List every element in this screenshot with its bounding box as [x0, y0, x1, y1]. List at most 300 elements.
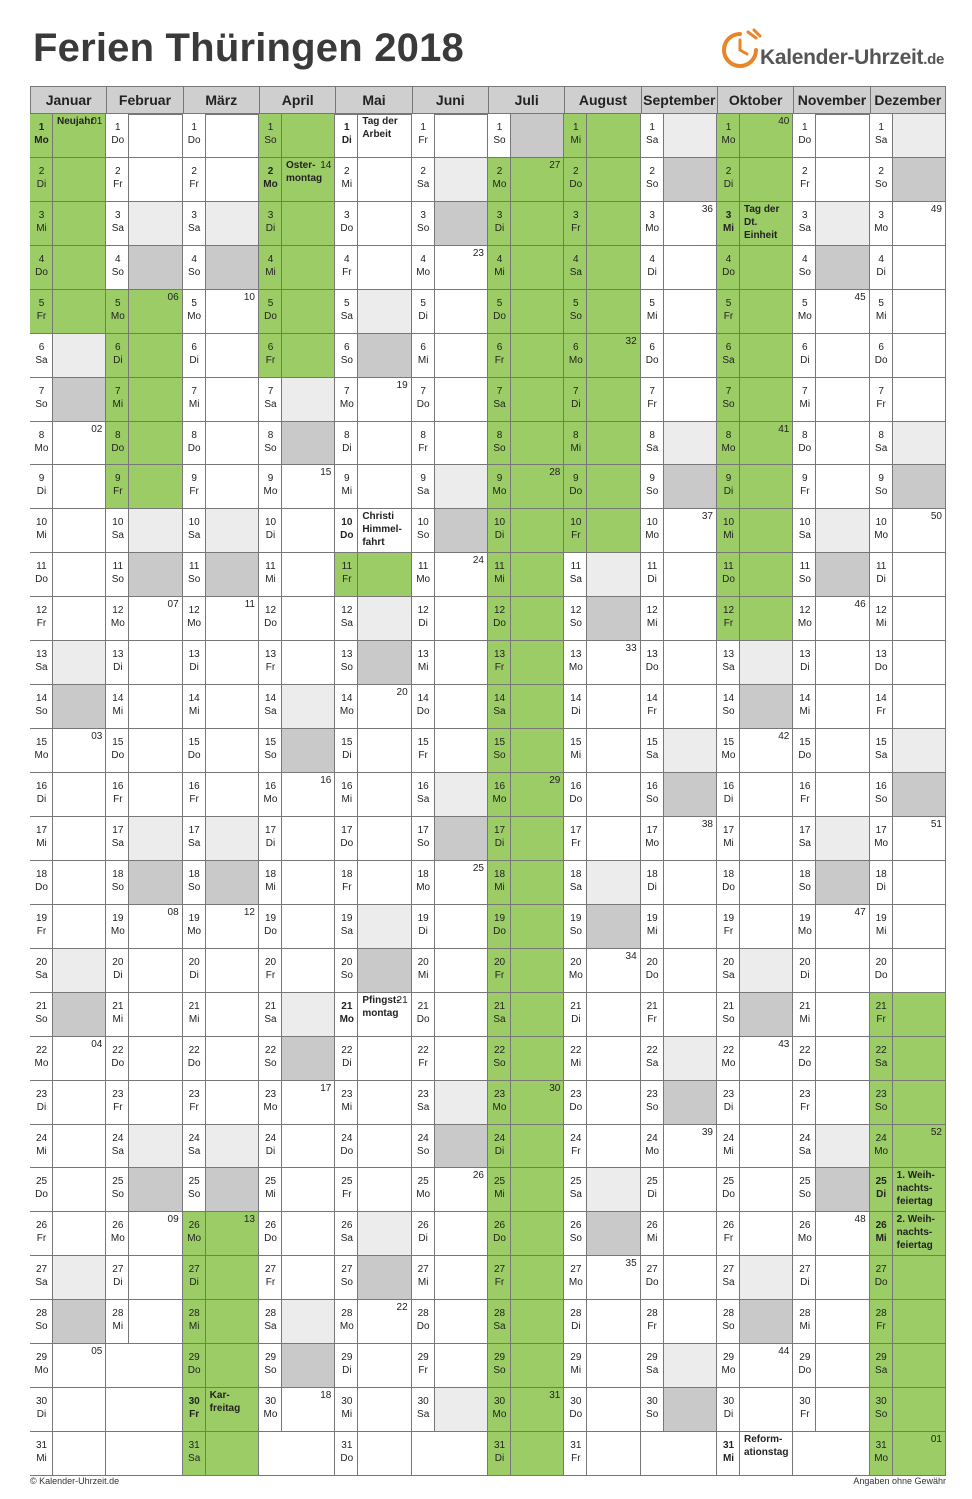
day-label: [412, 465, 435, 508]
day-cell: [183, 949, 259, 993]
weekday-abbr: So: [722, 398, 735, 410]
day-number: 12: [35, 605, 48, 617]
day-label: [412, 1212, 435, 1255]
day-cell: [106, 290, 182, 334]
day-cell: [259, 993, 335, 1037]
day-cell: [259, 114, 335, 158]
weekday-abbr: So: [264, 135, 277, 146]
day-cell: [106, 378, 182, 422]
week-number: 23: [472, 247, 484, 259]
day-label: [488, 641, 511, 684]
day-cell: [717, 1212, 793, 1256]
week-number: 31: [549, 1390, 561, 1402]
day-label: [106, 1212, 129, 1255]
day-label: [412, 773, 435, 816]
day-cell: [30, 949, 106, 993]
day-cell: [335, 1388, 411, 1432]
weekday-abbr: Fr: [189, 1409, 200, 1421]
day-label: [183, 114, 206, 157]
day-cell: [335, 1081, 411, 1125]
day-number: 4: [38, 253, 45, 265]
day-cell: [717, 334, 793, 378]
weekday-abbr: Do: [798, 750, 812, 762]
day-label: [335, 1212, 358, 1255]
day-number: 28: [646, 1308, 658, 1320]
day-number: 30: [722, 1396, 735, 1408]
day-number: 21: [264, 1000, 277, 1012]
day-number: 10: [493, 517, 506, 529]
weekday-abbr: Mo: [492, 794, 507, 806]
day-label: [717, 1300, 740, 1343]
day-number: 27: [875, 1264, 887, 1276]
weekday-abbr: Mo: [263, 178, 278, 190]
weekday-abbr: Do: [187, 442, 201, 454]
month-header: August: [564, 86, 641, 114]
day-number: 9: [191, 473, 197, 485]
day-number: 8: [344, 429, 350, 441]
day-label: [183, 773, 206, 816]
weekday-abbr: Mi: [723, 530, 734, 542]
day-label: [870, 422, 893, 465]
day-label: [335, 290, 358, 333]
day-cell: [793, 202, 869, 246]
day-label: [30, 114, 53, 157]
day-label: [106, 465, 129, 508]
weekday-abbr: Mi: [570, 750, 582, 762]
day-number: 11: [723, 561, 734, 573]
empty-day-cell: [106, 1432, 182, 1476]
day-label: [106, 641, 129, 684]
day-number: 2: [38, 165, 45, 177]
day-number: 23: [799, 1088, 811, 1100]
day-cell: [30, 465, 106, 509]
weekday-abbr: Do: [493, 310, 506, 322]
day-label: [717, 905, 740, 948]
day-label: [412, 1344, 435, 1387]
day-cell: [106, 597, 182, 641]
day-label: [564, 158, 587, 201]
day-number: 6: [649, 341, 655, 353]
day-number: 31: [875, 1440, 887, 1452]
day-cell: [488, 1432, 564, 1476]
day-number: 8: [38, 429, 45, 441]
day-cell: [870, 1256, 946, 1300]
day-label: [870, 1388, 893, 1431]
day-number: 21: [35, 1000, 48, 1012]
day-cell: [793, 114, 869, 158]
day-number: 3: [344, 209, 350, 221]
day-cell: [870, 158, 946, 202]
weekday-abbr: Mi: [188, 706, 200, 718]
day-label: [183, 1388, 206, 1431]
weekday-abbr: Mi: [646, 310, 658, 322]
day-cell: [106, 246, 182, 290]
day-number: 25: [188, 1176, 200, 1188]
day-cell: [488, 1125, 564, 1169]
day-number: 30: [646, 1396, 658, 1408]
day-number: 8: [267, 429, 274, 441]
weekday-abbr: So: [875, 486, 888, 498]
day-number: 21: [570, 1000, 582, 1012]
weekday-abbr: Fr: [723, 1233, 734, 1245]
day-cell: [183, 334, 259, 378]
day-label: [564, 202, 587, 245]
day-label: [30, 1168, 53, 1211]
day-number: 2: [573, 165, 579, 177]
weekday-abbr: Sa: [569, 574, 582, 586]
day-number: 9: [115, 473, 121, 485]
day-number: 4: [725, 253, 732, 265]
day-cell: [106, 861, 182, 905]
day-label: [870, 553, 893, 596]
day-number: 6: [573, 341, 579, 353]
day-cell: [183, 378, 259, 422]
day-number: 6: [725, 341, 732, 353]
weekday-abbr: Mi: [799, 1013, 811, 1025]
day-cell: [183, 1432, 259, 1476]
day-number: 24: [493, 1132, 506, 1144]
day-cell: [30, 1168, 106, 1212]
weekday-abbr: Mo: [645, 1145, 660, 1157]
weekday-abbr: Fr: [494, 1277, 505, 1289]
day-number: 12: [417, 605, 429, 617]
weekday-abbr: Mo: [797, 618, 812, 630]
day-number: 25: [264, 1176, 277, 1188]
day-number: 10: [646, 517, 658, 529]
weekday-abbr: So: [188, 881, 201, 893]
week-number: 38: [701, 818, 713, 830]
weekday-abbr: Di: [342, 750, 352, 762]
day-cell: [259, 685, 335, 729]
day-cell: [259, 1168, 335, 1212]
day-number: 16: [417, 781, 429, 793]
weekday-abbr: Sa: [340, 925, 353, 937]
weekday-abbr: Mo: [110, 310, 125, 322]
day-number: 9: [420, 473, 426, 485]
weekday-abbr: So: [264, 1057, 277, 1069]
day-label: [183, 246, 206, 289]
day-number: 28: [570, 1308, 582, 1320]
day-label: [564, 685, 587, 728]
day-label: [793, 1344, 816, 1387]
weekday-abbr: So: [493, 135, 506, 146]
weekday-abbr: Mo: [721, 750, 736, 762]
day-number: 28: [264, 1308, 277, 1320]
day-label: [106, 422, 129, 465]
day-cell: [870, 1125, 946, 1169]
day-label: [335, 1168, 358, 1211]
weekday-abbr: Do: [340, 222, 354, 234]
day-label: [183, 1344, 206, 1387]
month-header: März: [183, 86, 260, 114]
day-cell: [488, 685, 564, 729]
day-number: 23: [188, 1088, 200, 1100]
weekday-abbr: So: [417, 530, 430, 542]
day-cell: [106, 905, 182, 949]
weekday-abbr: Sa: [798, 222, 811, 234]
day-cell: [793, 1037, 869, 1081]
weekday-abbr: Mi: [570, 135, 582, 146]
day-label: [641, 465, 664, 508]
day-cell: [870, 334, 946, 378]
day-label: [30, 290, 53, 333]
day-cell: [183, 685, 259, 729]
weekday-abbr: Mo: [110, 925, 125, 937]
logo[interactable]: [718, 24, 958, 74]
day-label: [259, 773, 282, 816]
day-number: 14: [570, 693, 582, 705]
weekday-abbr: Mi: [188, 1013, 200, 1025]
week-number: 42: [778, 731, 790, 743]
day-label: [30, 378, 53, 421]
weekday-abbr: Di: [571, 1013, 581, 1025]
day-cell: [870, 1300, 946, 1344]
day-number: 17: [341, 824, 353, 836]
day-number: 4: [573, 253, 579, 265]
weekday-abbr: So: [264, 750, 277, 762]
logo-text: [760, 46, 944, 70]
day-cell: [183, 1388, 259, 1432]
day-label: [717, 1081, 740, 1124]
day-label: [259, 685, 282, 728]
day-number: 25: [112, 1176, 124, 1188]
day-cell: [564, 378, 640, 422]
day-cell: [412, 465, 488, 509]
day-cell: [183, 773, 259, 817]
day-number: 18: [341, 868, 353, 880]
weekday-abbr: Do: [264, 925, 277, 937]
day-cell: [870, 114, 946, 158]
day-number: 5: [725, 297, 732, 309]
day-cell: [259, 641, 335, 685]
day-label: [488, 817, 511, 860]
day-label: [641, 685, 664, 728]
day-number: 14: [188, 693, 200, 705]
day-cell: [335, 1125, 411, 1169]
day-number: 11: [341, 561, 353, 573]
day-label: [488, 465, 511, 508]
day-number: 3: [191, 209, 197, 221]
day-cell: [488, 158, 564, 202]
weekday-abbr: So: [798, 881, 811, 893]
holiday-name: Pfingst-montag: [362, 994, 400, 1019]
day-number: 22: [264, 1044, 277, 1056]
day-number: 22: [646, 1044, 658, 1056]
day-label: [717, 1212, 740, 1255]
day-number: 1: [267, 122, 274, 133]
day-number: 26: [875, 1220, 887, 1232]
day-cell: [412, 158, 488, 202]
day-label: [870, 685, 893, 728]
day-label: [106, 817, 129, 860]
weekday-abbr: Mi: [417, 969, 429, 981]
day-cell: [564, 465, 640, 509]
weekday-abbr: Mo: [874, 222, 889, 234]
weekday-abbr: Di: [342, 1057, 352, 1069]
day-label: [259, 641, 282, 684]
day-number: 20: [264, 956, 277, 968]
day-cell: [870, 773, 946, 817]
day-label: [259, 1388, 282, 1431]
day-number: 28: [35, 1308, 48, 1320]
day-label: [717, 246, 740, 289]
day-label: [793, 641, 816, 684]
day-label: [335, 861, 358, 904]
day-number: 2: [802, 165, 808, 177]
day-number: 25: [35, 1176, 48, 1188]
day-label: [259, 422, 282, 465]
day-label: [30, 1388, 53, 1431]
weekday-abbr: Do: [645, 662, 659, 674]
day-number: 29: [570, 1352, 582, 1364]
day-label: [641, 158, 664, 201]
day-number: 27: [264, 1264, 277, 1276]
day-number: 18: [646, 868, 658, 880]
weekday-abbr: Mi: [570, 1057, 582, 1069]
day-number: 22: [341, 1044, 353, 1056]
day-cell: [564, 246, 640, 290]
day-number: 3: [38, 209, 45, 221]
day-label: [30, 729, 53, 772]
day-cell: [30, 1125, 106, 1169]
day-number: 13: [722, 649, 735, 661]
day-label: [488, 1125, 511, 1168]
day-number: 15: [875, 737, 887, 749]
weekday-abbr: So: [569, 310, 582, 322]
day-number: 18: [799, 868, 811, 880]
weekday-abbr: Do: [340, 1453, 354, 1465]
day-label: [259, 509, 282, 552]
weekday-abbr: Do: [340, 837, 354, 849]
weekday-abbr: Di: [265, 1145, 276, 1157]
day-cell: [641, 1125, 717, 1169]
day-number: 13: [875, 649, 887, 661]
weekday-abbr: Sa: [188, 530, 201, 542]
day-cell: [564, 422, 640, 466]
day-cell: [412, 1168, 488, 1212]
weekday-abbr: Di: [265, 837, 276, 849]
day-number: 10: [264, 517, 277, 529]
week-number: 47: [854, 906, 866, 918]
weekday-abbr: Mo: [874, 1145, 889, 1157]
day-cell: [717, 949, 793, 993]
day-cell: [488, 861, 564, 905]
day-number: 19: [264, 912, 277, 924]
day-number: 15: [799, 737, 811, 749]
day-cell: [259, 158, 335, 202]
weekday-abbr: So: [417, 837, 430, 849]
month-header: Februar: [106, 86, 183, 114]
weekday-abbr: Fr: [418, 750, 428, 762]
day-label: [641, 1212, 664, 1255]
day-cell: [412, 290, 488, 334]
day-cell: [717, 1037, 793, 1081]
weekday-abbr: So: [264, 1365, 277, 1377]
day-cell: [641, 949, 717, 993]
weekday-abbr: Sa: [35, 354, 48, 366]
day-label: [488, 422, 511, 465]
weekday-abbr: Sa: [493, 1013, 506, 1025]
day-number: 17: [188, 824, 200, 836]
day-number: 14: [493, 693, 506, 705]
weekday-abbr: Sa: [111, 1145, 124, 1157]
day-label: [564, 1037, 587, 1080]
day-cell: [793, 905, 869, 949]
day-label: [259, 1037, 282, 1080]
day-number: 27: [799, 1264, 811, 1276]
day-label: [106, 158, 129, 201]
weekday-abbr: Di: [494, 837, 505, 849]
day-label: [717, 334, 740, 377]
day-cell: [793, 1081, 869, 1125]
weekday-abbr: Mi: [112, 1321, 124, 1333]
day-cell: [183, 553, 259, 597]
day-number: 25: [875, 1176, 887, 1188]
weekday-abbr: Di: [494, 1453, 505, 1465]
weekday-abbr: Fr: [800, 1101, 810, 1113]
day-number: 9: [267, 473, 274, 485]
day-label: [717, 861, 740, 904]
day-number: 24: [35, 1132, 48, 1144]
day-cell: [717, 773, 793, 817]
weekday-abbr: Mi: [417, 354, 429, 366]
day-label: [564, 290, 587, 333]
day-cell: [717, 597, 793, 641]
day-cell: [259, 1344, 335, 1388]
weekday-abbr: Sa: [722, 354, 735, 366]
day-cell: [793, 685, 869, 729]
day-label: [259, 729, 282, 772]
day-label: [793, 378, 816, 421]
day-label: [488, 1256, 511, 1299]
day-cell: [259, 817, 335, 861]
day-cell: [717, 1300, 793, 1344]
day-label: [30, 1037, 53, 1080]
day-number: 13: [341, 649, 353, 661]
weekday-abbr: Di: [113, 1277, 123, 1289]
day-label: [641, 1081, 664, 1124]
day-label: [641, 905, 664, 948]
day-number: 20: [646, 956, 658, 968]
week-number: 36: [701, 203, 713, 215]
weekday-abbr: Mi: [799, 398, 811, 410]
weekday-abbr: Mi: [112, 706, 124, 718]
weekday-abbr: Mo: [339, 1321, 354, 1333]
weekday-abbr: Do: [187, 1057, 201, 1069]
weekday-abbr: Mi: [646, 925, 658, 937]
day-cell: [641, 1212, 717, 1256]
day-number: 17: [264, 824, 277, 836]
day-number: 26: [493, 1220, 506, 1232]
week-number: 22: [396, 1302, 408, 1314]
holiday-name: 1. Weih-nachts-feiertag: [896, 1170, 935, 1208]
day-cell: [412, 641, 488, 685]
week-number: 01: [91, 116, 103, 127]
day-label: [641, 1388, 664, 1431]
day-label: [488, 246, 511, 289]
day-cell: [488, 905, 564, 949]
day-cell: [870, 861, 946, 905]
weekday-abbr: Do: [493, 1233, 506, 1245]
week-number: 48: [854, 1214, 866, 1226]
day-number: 28: [417, 1308, 429, 1320]
day-cell: [793, 1256, 869, 1300]
day-label: [870, 641, 893, 684]
day-label: [259, 1125, 282, 1168]
weekday-abbr: Di: [36, 1409, 47, 1421]
day-number: 19: [188, 912, 200, 924]
day-label: [106, 1300, 129, 1343]
